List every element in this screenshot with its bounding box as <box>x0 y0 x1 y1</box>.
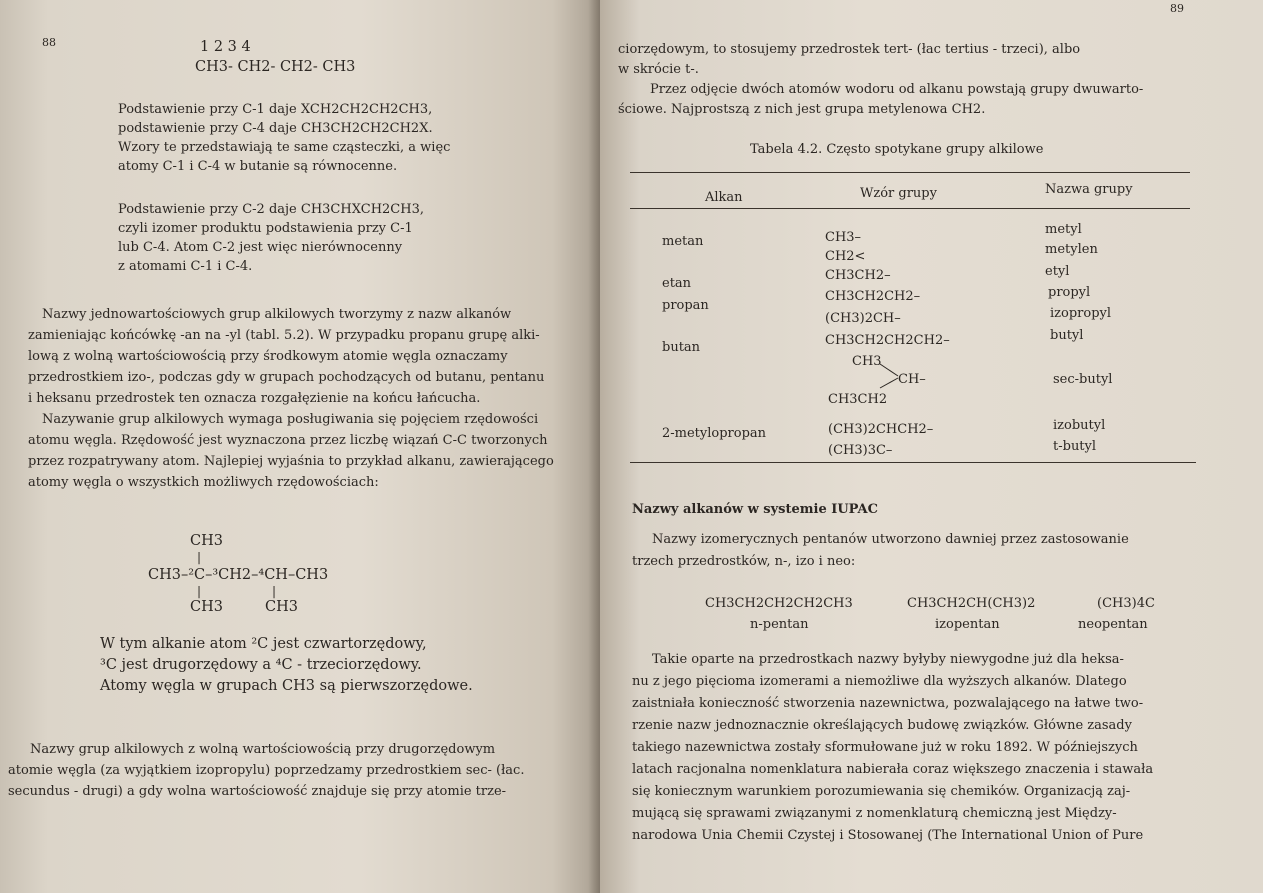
cell-nazwa: metylen <box>1045 242 1098 257</box>
cell-alkan: metan <box>662 234 704 249</box>
text-line: atomy C-1 i C-4 w butanie są równocenne. <box>118 159 398 174</box>
cell-wzor: CH3CH2CH2– <box>825 289 921 304</box>
page-number: 89 <box>1170 2 1184 15</box>
text-line: atomy węgla o wszystkich możliwych rzędowościach: <box>28 475 379 490</box>
text-line: Nazwy izomerycznych pentanów utworzono dawniej przez zastosowanie <box>652 532 1129 547</box>
text-line: ściowe. Najprostszą z nich jest grupa metylenowa CH2. <box>618 102 986 117</box>
text-line: Przez odjęcie dwóch atomów wodoru od alkanu powstają grupy dwuwarto- <box>650 82 1144 97</box>
table-caption: Tabela 4.2. Często spotykane grupy alkilowe <box>750 142 1044 157</box>
text-line: się koniecznym warunkiem porozumiewania się chemików. Organizacją zaj- <box>632 784 1131 799</box>
text-line: Wzory te przedstawiają te same cząsteczki, a więc <box>118 140 451 155</box>
table-header: Wzór grupy <box>860 186 937 201</box>
text-line: narodowa Unia Chemii Czystej i Stosowanej (The International Union of Pure <box>632 828 1144 843</box>
text-line: ciorzędowym, to stosujemy przedrostek tert- (łac tertius - trzeci), albo <box>618 42 1081 57</box>
formula-main-chain: CH3–²C–³CH2–⁴CH–CH3 <box>148 567 329 583</box>
text-line: Atomy węgla w grupach CH3 są pierwszorzędowe. <box>100 678 473 694</box>
table-rule <box>630 208 1190 209</box>
text-line: lową z wolną wartościowością przy środkowym atomie węgla oznaczamy <box>28 349 508 364</box>
table-rule <box>630 172 1190 173</box>
bond-vertical: | <box>272 584 277 598</box>
formula-bottom-ch3-left: CH3 <box>190 599 223 615</box>
text-line: z atomami C-1 i C-4. <box>118 259 253 274</box>
text-line: Podstawienie przy C-1 daje XCH2CH2CH2CH3, <box>118 102 433 117</box>
cell-nazwa: propyl <box>1048 285 1091 300</box>
cell-nazwa: etyl <box>1045 264 1070 279</box>
pentane-name: n-pentan <box>750 617 809 632</box>
text-line: zaistniała konieczność stworzenia nazewnictwa, pozwalającego na łatwe two- <box>632 696 1144 711</box>
text-line: podstawienie przy C-4 daje CH3CH2CH2CH2X. <box>118 121 433 136</box>
table-header: Nazwa grupy <box>1045 182 1133 197</box>
pentane-formula: CH3CH2CH(CH3)2 <box>907 596 1036 611</box>
cell-alkan: butan <box>662 340 701 355</box>
text-line: Takie oparte na przedrostkach nazwy byłyby niewygodne już dla heksa- <box>652 652 1124 667</box>
text-line: secundus - drugi) a gdy wolna wartościowość znajduje się przy atomie trze- <box>8 784 507 799</box>
cell-nazwa: sec-butyl <box>1053 372 1113 387</box>
text-line: ³C jest drugorzędowy a ⁴C - trzeciorzędowy. <box>100 657 422 673</box>
sec-butyl-bottom: CH3CH2 <box>828 392 888 407</box>
text-line: trzech przedrostków, n-, izo i neo: <box>632 554 856 569</box>
pentane-name: izopentan <box>935 617 1000 632</box>
cell-wzor: (CH3)3C– <box>828 443 893 458</box>
text-line: atomu węgla. Rzędowość jest wyznaczona przez liczbę wiązań C-C tworzonych <box>28 433 548 448</box>
text-line: Nazwy jednowartościowych grup alkilowych tworzymy z nazw alkanów <box>42 307 512 322</box>
text-line: atomie węgla (za wyjątkiem izopropylu) poprzedzamy przedrostkiem sec- (łac. <box>8 763 525 778</box>
text-line: rzenie nazw jednoznacznie określających budowę związków. Główne zasady <box>632 718 1132 733</box>
pentane-formula: (CH3)4C <box>1097 596 1155 611</box>
pentane-formula: CH3CH2CH2CH2CH3 <box>705 596 853 611</box>
text-line: Nazwy grup alkilowych z wolną wartościowością przy drugorzędowym <box>30 742 496 757</box>
cell-wzor: CH2< <box>825 249 866 264</box>
sec-butyl-mid: CH– <box>898 372 926 387</box>
cell-alkan: propan <box>662 298 709 313</box>
text-line: nu z jego pięcioma izomerami a niemożliwe dla wyższych alkanów. Dlatego <box>632 674 1127 689</box>
text-line: lub C-4. Atom C-2 jest więc nierównocenny <box>118 240 403 255</box>
text-line: w skrócie t-. <box>618 62 699 77</box>
cell-nazwa: metyl <box>1045 222 1082 237</box>
cell-alkan: etan <box>662 276 692 291</box>
right-page <box>600 0 1263 893</box>
text-line: i heksanu przedrostek ten oznacza rozgałęzienie na końcu łańcucha. <box>28 391 481 406</box>
text-line: przedrostkiem izo-, podczas gdy w grupach pochodzących od butanu, pentanu <box>28 370 545 385</box>
butane-formula: CH3- CH2- CH2- CH3 <box>195 59 356 75</box>
table-rule <box>630 462 1196 463</box>
bond-vertical: | <box>197 584 202 598</box>
cell-wzor: CH3CH2– <box>825 268 891 283</box>
text-line: W tym alkanie atom ²C jest czwartorzędowy, <box>100 636 427 652</box>
cell-wzor: (CH3)2CH– <box>825 311 901 326</box>
text-line: mującą się sprawami związanymi z nomenklaturą chemiczną jest Między- <box>632 806 1117 821</box>
butane-carbon-numbers: 1 2 3 4 <box>200 39 251 55</box>
text-line: przez rozpatrywany atom. Najlepiej wyjaśnia to przykład alkanu, zawierającego <box>28 454 554 469</box>
page-number: 88 <box>42 36 56 49</box>
cell-nazwa: izopropyl <box>1050 306 1112 321</box>
text-line: latach racjonalna nomenklatura nabierała coraz większego znaczenia i stawała <box>632 762 1154 777</box>
text-line: zamieniając końcówkę -an na -yl (tabl. 5.2). W przypadku propanu grupę alki- <box>28 328 540 343</box>
cell-wzor: (CH3)2CHCH2– <box>828 422 934 437</box>
formula-bottom-ch3-right: CH3 <box>265 599 298 615</box>
cell-alkan: 2-metylopropan <box>662 426 767 441</box>
section-heading: Nazwy alkanów w systemie IUPAC <box>632 502 878 517</box>
pentane-name: neopentan <box>1078 617 1148 632</box>
bond-vertical: | <box>197 550 202 564</box>
sec-butyl-top: CH3 <box>852 354 882 369</box>
cell-nazwa: butyl <box>1050 328 1084 343</box>
text-line: Nazywanie grup alkilowych wymaga posługiwania się pojęciem rzędowości <box>42 412 539 427</box>
cell-wzor: CH3CH2CH2CH2– <box>825 333 950 348</box>
text-line: Podstawienie przy C-2 daje CH3CHXCH2CH3, <box>118 202 424 217</box>
left-page <box>0 0 600 893</box>
cell-nazwa: izobutyl <box>1053 418 1106 433</box>
formula-top-ch3: CH3 <box>190 533 223 549</box>
cell-nazwa: t-butyl <box>1053 439 1097 454</box>
text-line: takiego nazewnictwa zostały sformułowane już w roku 1892. W późniejszych <box>632 740 1138 755</box>
table-header: Alkan <box>705 190 743 205</box>
text-line: czyli izomer produktu podstawienia przy C-1 <box>118 221 413 236</box>
cell-wzor: CH3– <box>825 230 862 245</box>
bond-lines <box>878 360 902 390</box>
